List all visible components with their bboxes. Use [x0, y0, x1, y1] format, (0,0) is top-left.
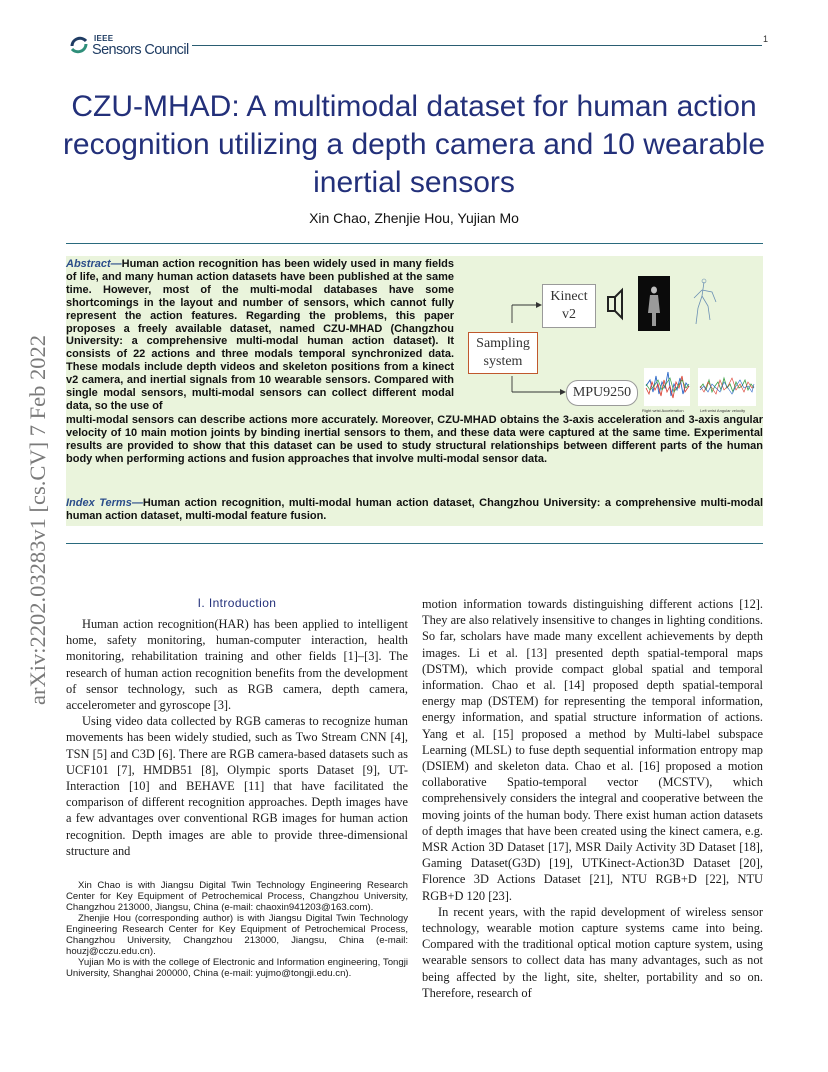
sampling-label-1: Sampling — [476, 336, 530, 351]
index-terms — [66, 497, 763, 523]
abstract-top-rule — [66, 243, 763, 244]
index-terms-text: Human action recognition, multi-modal human action dataset, Changzhou University: a comprehensive multi-modal human action dataset, multi-modal feature fusion. — [66, 497, 763, 522]
accel-caption: Right wrist Acceleration — [642, 408, 684, 413]
abstract-text-full: multi-modal sensors can describe actions more accurately. Moreover, CZU-MHAD obtains the 3-axis acceleration and 3-axis angular velocity of 10 main motion joints by binding inertial sensors to them, and these data were captured at the same time. Experimental results are provided to show that this dataset can be used to study structural relationships between different parts of the human body when performing actions and fusion approaches that involve multi-modal sensor data. — [66, 414, 763, 465]
sampling-label-2: system — [483, 354, 523, 369]
paper-title: CZU-MHAD: A multimodal dataset for human action recognition utilizing a depth camera and 10 wearable inertial sensors — [62, 90, 766, 199]
kinect-box — [542, 284, 596, 328]
system-figure — [466, 268, 766, 418]
kinect-label-2: v2 — [562, 307, 576, 322]
right-paragraph-2: In recent years, with the rapid development of wireless sensor technology, wearable motion capture systems came into being. Compared with the traditional optical motion capture system, using wearable sensors to collect data has many advantages, such as not being affected by the light, site, shelter, portability and so on. Therefore, research of — [422, 904, 763, 1000]
header-rule — [192, 45, 762, 46]
author-footnotes — [66, 880, 408, 979]
logo-ieee-text: IEEE — [94, 34, 114, 43]
page-number: 1 — [763, 34, 769, 44]
right-paragraph-1: motion information towards distinguishing different actions [12]. They are also relatively insensitive to changes in lighting conditions. So far, scholars have made many excellent achievements by depth images. Li et al. [13] presented depth spatial-temporal maps (DSTM), which provide compact global spatial and temporal information. Chao et al. [14] proposed depth spatial-temporal energy map (DSTEM) for representing the temporal information, energy information, and spatial structure information of actions. Yang et al. [15] proposed a method by Multi-label subspace Learning (MLSL) to fuse depth sequential information entropy map (DSIEM) and skeleton data. Chao et al. [16] proposed a motion collaborative Spatio-temporal vector (MCSTV), which comprehensively considers the integral and cooperative between the moving joints of the human body. There exist human action datasets of depth images that have been created using the kinect camera, e.g. MSR Action 3D Dataset [17], MSR Daily Activity 3D Dataset [18], Gaming Dataset(G3D) [19], UTKinect-Action3D Dataset [20], Florence 3D Actions Dataset [21], NTU RGB+D [22], NTU RGB+D 120 [23]. — [422, 597, 763, 903]
footnote-3: Yujian Mo is with the college of Electronic and Information engineering, Tongji University, Shanghai 200000, China (e-mail: yujmo@tongji.edu.cn). — [66, 957, 408, 979]
logo-council-text: Sensors Council — [92, 42, 189, 58]
abstract-bottom-rule — [66, 543, 763, 544]
right-column — [422, 596, 763, 1001]
left-paragraph-2: Using video data collected by RGB cameras to recognize human movements has been widely studied, such as Two Stream CNN [4], TSN [5] and C3D [6]. There are RGB camera-based datasets such as UCF101 [7], HMDB51 [8], Olympic sports Dataset [9], UT-Interaction [10] and BEHAVE [11] that have facilitated the comparison of different recognition approaches. Depth images have a few advantages over conventional RGB images for human action recognition. Depth images are able to provide three-dimensional structure and — [66, 714, 408, 858]
abstract-text-left: Human action recognition has been widely used in many fields of life, and many human action datasets have been published at the same time. However, most of the multi-modal databases have some shortcomings in the layout and number of sensors, which cannot fully represent the action features. Regarding the problems, this paper proposes a freely available dataset, named CZU-MHAD (Changzhou University: a comprehensive multi-modal human action dataset). It consists of 22 actions and three modals temporal synchronized data. These modals include depth videos and skeleton positions from a kinect v2 camera, and inertial signals from 10 wearable sensors. Compared with single modal sensors, multi-modal sensors can collect different modal data, so the use of — [66, 258, 454, 412]
abstract-label: Abstract— — [66, 258, 122, 270]
authors: Xin Chao, Zhenjie Hou, Yujian Mo — [309, 210, 519, 226]
footnote-2: Zhenjie Hou (corresponding author) is with Jiangsu Digital Twin Technology Engineering Research Center for Key Equipment of Petrochemical Process, Changzhou University, Changzhou 213000, Jiangsu, China (e-mail: houzj@cczu.edu.cn). — [66, 913, 408, 957]
mpu9250-box: MPU9250 — [566, 380, 638, 406]
abstract-left — [66, 258, 454, 413]
left-paragraph-1: Human action recognition(HAR) has been applied to intelligent home, safety monitoring, human-computer interaction, health monitoring, rehabilitation training and other fields [1]–[3]. The research of human action recognition benefits from the development of sensor technology, such as RGB camera, depth camera, accelerometer and gyroscope [3]. — [66, 617, 408, 713]
kinect-label-1: Kinect — [550, 289, 588, 304]
sampling-system-box — [468, 332, 538, 374]
arxiv-stamp-text: arXiv:2202.03283v1 [cs.CV] 7 Feb 2022 — [25, 335, 50, 705]
angular-caption: Left wrist Angular velocity — [700, 408, 746, 413]
logo-mark-icon — [68, 34, 90, 56]
section-heading: I. Introduction — [197, 596, 277, 610]
footnote-1: Xin Chao is with Jiangsu Digital Twin Technology Engineering Research Center for Key Equipment of Petrochemical Process, Changzhou University, Changzhou 213000, Jiangsu, China (e-mail: chaoxin941203@163.com). — [66, 880, 408, 913]
arxiv-stamp — [18, 290, 58, 750]
index-terms-label: Index Terms— — [66, 497, 143, 509]
ieee-sensors-council-logo — [68, 34, 193, 60]
left-column — [66, 616, 408, 859]
